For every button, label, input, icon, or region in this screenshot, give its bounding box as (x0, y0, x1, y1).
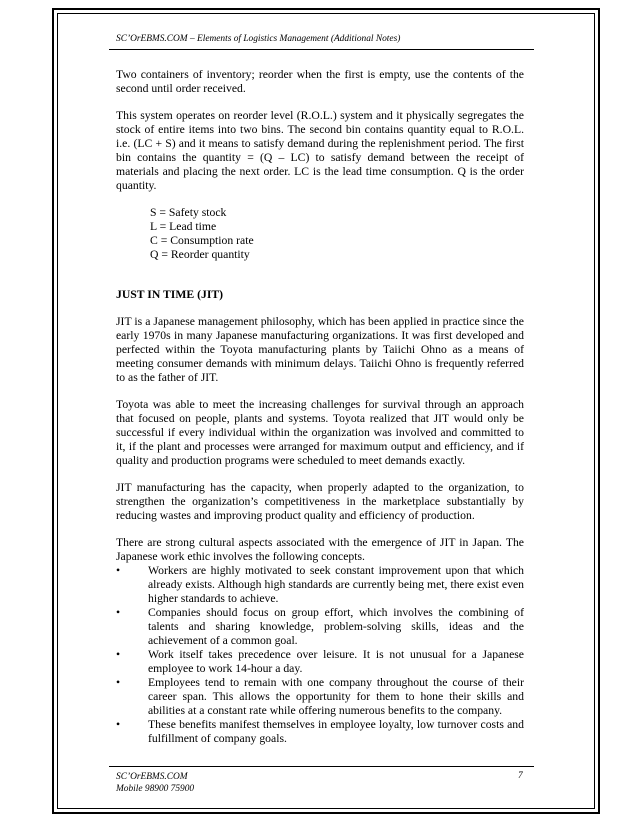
running-footer (116, 771, 194, 795)
footer-mobile: Mobile 98900 75900 (116, 784, 195, 794)
definition-item: S = Safety stock (150, 206, 227, 219)
two-bin-detail-paragraph: This system operates on reorder level (R.O.L.) system and it physically segregates the stock of entire items into two bins. The second bin contains quantity equal to R.O.L. i.e. (LC + S) and it means to satisfy demand during the replenishment period. The first bin contains the quantity = (Q – LC) to satisfy demand between the receipt of materials and placing the next order. LC is the lead time consumption. Q is the order quantity. (116, 109, 524, 192)
list-item (116, 564, 524, 606)
jit-paragraph-1: JIT is a Japanese management philosophy, which has been applied in practice since the early 1970s in many Japanese manufacturing organizations. It was first developed and perfected within the Toyota manufacturing plants by Taiichi Ohno as a means of meeting consumer demands with minimum delays. Taiichi Ohno is frequently referred to as the father of JIT. (116, 315, 524, 384)
jit-paragraph-4: There are strong cultural aspects associated with the emergence of JIT in Japan. The Japanese work ethic involves the following concepts. (116, 536, 524, 563)
bullet-icon: • (116, 676, 121, 689)
list-item-text: Employees tend to remain with one company throughout the course of their career span. This allows the opportunity for them to hone their skills and abilities at a constant rate while offering numerous benefits to the company. (148, 676, 524, 717)
definition-item: Q = Reorder quantity (150, 248, 250, 261)
definition-item: L = Lead time (150, 220, 217, 233)
bullet-icon: • (116, 564, 121, 577)
list-item-text: Companies should focus on group effort, which involves the combining of talents and sharing knowledge, problem-solving skills, ideas and the achievement of a common goal. (148, 606, 524, 647)
list-item (116, 606, 524, 648)
list-item (116, 648, 524, 676)
list-item-text: Workers are highly motivated to seek constant improvement upon that which already exists. Although high standards are currently being met, there exist even higher standards to achieve. (148, 564, 524, 605)
work-ethic-bullet-list (116, 564, 524, 746)
bullet-icon: • (116, 718, 121, 731)
list-item-text: These benefits manifest themselves in employee loyalty, low turnover costs and fulfillment of company goals. (148, 718, 524, 745)
page-content (116, 68, 524, 746)
definitions-list (150, 206, 524, 262)
footer-site: SC’OrEBMS.COM (116, 772, 188, 782)
footer-rule (109, 766, 534, 767)
bullet-icon: • (116, 648, 121, 661)
definition-item: C = Consumption rate (150, 234, 254, 247)
page-number: 7 (518, 771, 523, 781)
jit-paragraph-2: Toyota was able to meet the increasing challenges for survival through an approach that focused on people, plants and systems. Toyota realized that JIT would only be successful if every individual within the organization was involved and committed to it, if the plant and processes were arranged for maximum output and efficiency, and if quality and production programs were scheduled to meet demands exactly. (116, 398, 524, 467)
bullet-icon: • (116, 606, 121, 619)
section-heading-jit: JUST IN TIME (JIT) (116, 288, 224, 301)
list-item (116, 718, 524, 746)
list-item-text: Work itself takes precedence over leisure. It is not unusual for a Japanese employee to work 14-hour a day. (148, 648, 524, 675)
list-item (116, 676, 524, 718)
header-rule (109, 49, 534, 50)
two-bin-intro-paragraph: Two containers of inventory; reorder when the first is empty, use the contents of the second until order received. (116, 68, 524, 95)
running-header: SC’OrEBMS.COM – Elements of Logistics Management (Additional Notes) (116, 34, 401, 44)
jit-paragraph-3: JIT manufacturing has the capacity, when properly adapted to the organization, to strengthen the organization’s competitiveness in the marketplace substantially by reducing wastes and improving product quality and efficiency of production. (116, 481, 524, 522)
